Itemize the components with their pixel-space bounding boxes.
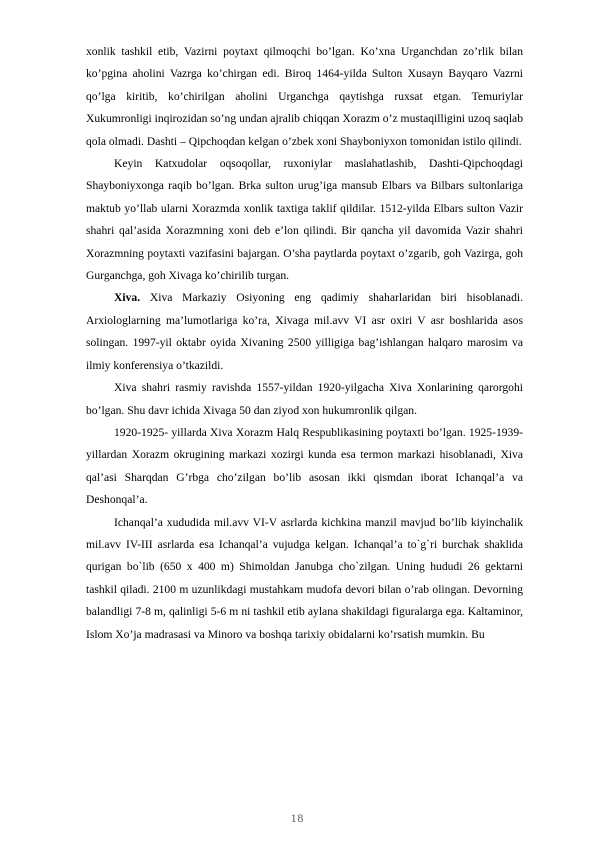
paragraph-3-text: Xiva Markaziy Osiyoning eng qadimiy shaharlaridan biri hisoblanadi. Arxiologlarning ma’lumotlariga ko’ra, Xivaga mil.avv VI asr oxiri V asr boshlarida asos solingan. 1997-yil oktabr oyida Xivaning 2500 yilligiga bag’ishlangan halqaro marosim va ilmiy konferensiya o’tkazildi. (86, 291, 523, 372)
paragraph-4 (86, 377, 523, 422)
paragraph-3 (86, 287, 523, 377)
paragraph-2-text: Keyin Katxudolar oqsoqollar, ruxoniylar maslahatlashib, Dashti-Qipchoqdagi Shayboniyxonga raqib bo’lgan. Brka sulton urug’iga mansub Elbars va Bilbars sultonlariga maktub yo’llab ularni Xorazmda xonlik taxtiga taklif qildilar. 1512-yilda Elbars sulton Vazir shahri qal’asida Xorazmning xoni deb e’lon qilindi. Bir qancha yil davomida Vazir shahri Xorazmning poytaxti vazifasini bajargan. O’sha paytlarda poytaxt o’zgarib, goh Vazirga, goh Gurganchga, goh Xivaga ko’chirilib turgan. (86, 157, 523, 283)
paragraph-1 (86, 41, 523, 153)
document-body (86, 41, 523, 646)
paragraph-1-text: xonlik tashkil etib, Vazirni poytaxt qilmoqchi bo’lgan. Ko’xna Urganchdan zo’rlik bilan ko’pgina aholini Vazrga ko’chirgan edi. Biroq 1464-yilda Sulton Xusayn Bayqaro Vazrni qo’lga kiritib, ko’chirilgan aholini Urganchga qaytishga ruxsat etgan. Temuriylar Xukumronligi inqirozidan so’ng undan ajralib chiqqan Xorazm o’z mustaqilligini uzoq saqlab qola olmadi. Dashti – Qipchoqdan kelgan o’zbek xoni Shayboniyxon tomonidan istilo qilindi. (86, 45, 523, 148)
paragraph-4-text: Xiva shahri rasmiy ravishda 1557-yildan 1920-yilgacha Xiva Xonlarining qarorgohi bo’lgan. Shu davr ichida Xivaga 50 dan ziyod xon hukumronlik qilgan. (86, 381, 523, 417)
section-heading-xiva: Xiva. (114, 291, 141, 305)
paragraph-5 (86, 422, 523, 512)
paragraph-6-text: Ichanqal’a xududida mil.avv VI-V asrlarda kichkina manzil mavjud bo’lib kiyinchalik mil.avv IV-III asrlarda esa Ichanqal’a vujudga kelgan. Ichanqal’a to`g`ri burchak shaklida qurigan bo`lib (650 x 400 m) Shimoldan Janubga cho`zilgan. Uning hududi 26 gektarni tashkil qiladi. 2100 m uzunlikdagi mustahkam mudofa devori bilan o’rab olingan. Devorning balandligi 7-8 m, qalinligi 5-6 m ni tashkil etib aylana shakildagi figuralarga ega. Kaltaminor, Islom Xo’ja madrasasi va Minoro va boshqa tarixiy obidalarni ko’rsatish mumkin. Bu (86, 515, 523, 641)
paragraph-2 (86, 153, 523, 287)
paragraph-6 (86, 512, 523, 646)
paragraph-5-text: 1920-1925- yillarda Xiva Xorazm Halq Respublikasining poytaxti bo’lgan. 1925-1939-yillardan Xorazm okrugining markazi xozirgi kunda esa termon markazi hisoblanadi, Xiva qal’asi Sharqdan G’rbga cho’zilgan bo’lib asosan ikki qismdan iborat Ichanqal’a va Deshonqal’a. (86, 425, 523, 507)
page-number: 18 (290, 812, 305, 825)
